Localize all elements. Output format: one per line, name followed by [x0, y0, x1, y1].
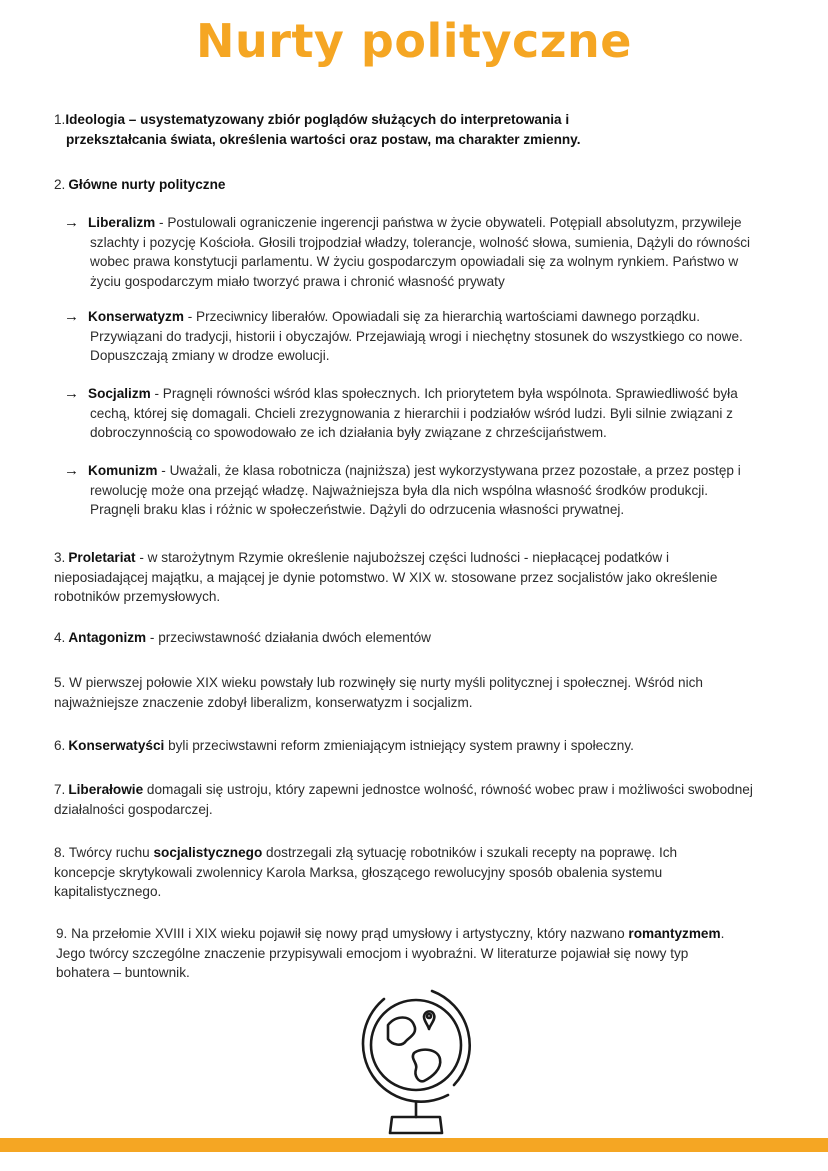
definition-line: szlachty i pozycję Kościoła. Głosili trojpodział władzy, tolerancje, wolność słowa, sumienia, Dążyli do równości: [90, 234, 751, 250]
footer-bar: [0, 1138, 828, 1152]
definition-line: rewolucję może ona przejąć władzę. Najważniejsza była dla nich wspólna własność środków produkcji.: [90, 482, 709, 498]
item-number: 3.: [54, 550, 66, 565]
item-number: 8.: [54, 845, 66, 860]
punctuation: .: [720, 926, 725, 941]
arrow-right-icon: →: [64, 308, 79, 325]
item-3: [54, 548, 794, 607]
current-konserwatyzm: [64, 307, 784, 366]
item-number: 7.: [54, 782, 66, 797]
definition-line: wobec prawa konstytucji parlamentu. W życiu gospodarczym opowiadali się za wolnym rynkiem. Państwo w: [90, 254, 739, 269]
definition-line: koncepcje skrytykowali zwolennicy Karola Marksa, głoszącego rewolucyjny sposób obalenia systemu: [54, 864, 663, 880]
definition-line: Przywiązani do tradycji, historii i obyczajów. Przejawiają wrogi i niechętny stosunek do wszystkiego co nowe.: [90, 328, 743, 344]
definition: Na przełomie XVIII i XIX wieku pojawił się nowy prąd umysłowy i artystyczny, który nazwano: [67, 926, 629, 941]
definition-line: życiu gospodarczym miało tworzyć prawa i chronić własność prywaty: [90, 273, 505, 289]
page-title: Nurty polityczne: [196, 14, 632, 68]
section-heading: Główne nurty polityczne: [68, 177, 226, 192]
definition: dostrzegali złą sytuację robotników i szukali recepty na poprawę. Ich: [262, 845, 678, 860]
definition-line: robotników przemysłowych.: [54, 589, 221, 604]
definition-line: Dopuszczają zmiany w drodze ewolucji.: [90, 348, 330, 363]
arrow-right-icon: →: [64, 462, 79, 479]
definition: byli przeciwstawni reform zmieniającym istniejący system prawny i społeczny.: [164, 738, 634, 753]
item-1-line-2: przekształcania świata, określenia wartości oraz postaw, ma charakter zmienny.: [66, 131, 581, 147]
item-number: 6.: [54, 738, 66, 753]
current-komunizm: [64, 461, 784, 520]
term: Socjalizm: [88, 386, 151, 401]
item-8: [54, 843, 794, 902]
definition: - przeciwstawność działania dwóch elementów: [146, 630, 431, 645]
term: Konserwatyści: [68, 738, 165, 753]
definition-line: dobroczynnością co spowodowało ze ich działania były związane z chrześcijaństwem.: [90, 425, 607, 440]
definition-prefix: Twórcy ruchu: [65, 845, 154, 860]
item-7: [54, 780, 804, 819]
term: Komunizm: [88, 463, 158, 478]
current-liberalizm: [64, 213, 784, 291]
arrow-right-icon: →: [64, 214, 79, 231]
item-4: [54, 628, 431, 648]
definition-line: kapitalistycznego.: [54, 884, 162, 899]
item-1-line-1: Ideologia – usystematyzowany zbiór poglądów służących do interpretowania i: [65, 112, 570, 127]
definition-line: Pragnęli braku klas i różnic w społeczeństwie. Dążyli do odrzucenia własności prywatnej.: [90, 502, 625, 517]
term: Liberałowie: [68, 782, 144, 797]
definition-line: nieposiadającej majątku, a mającej je dynie potomstwo. W XIX w. stosowane przez socjalistów jako określenie: [54, 569, 718, 585]
definition-line: Jego twórcy szczególne znaczenie przypisywali emocjom i wyobraźni. W literaturze pojawiał się nowy typ: [56, 945, 689, 961]
item-1: [54, 110, 581, 149]
item-number: 1.: [54, 112, 66, 127]
item-number: 9.: [56, 926, 68, 941]
term: Proletariat: [68, 550, 136, 565]
item-number: 2.: [54, 177, 66, 192]
term: romantyzmem: [628, 926, 721, 941]
definition-line: bohatera – buntownik.: [56, 965, 190, 980]
definition: - Przeciwnicy liberałów. Opowiadali się za hierarchią wartościami dawnego porządku.: [183, 309, 700, 324]
arrow-right-icon: →: [64, 385, 79, 402]
term: Konserwatyzm: [88, 309, 184, 324]
definition: - Uważali, że klasa robotnicza (najniższa) jest wykorzystywana przez pozostałe, a przez postęp i: [157, 463, 741, 478]
item-5: [54, 673, 794, 712]
definition: - Pragnęli równości wśród klas społecznych. Ich priorytetem była wspólnota. Sprawiedliwość była: [150, 386, 738, 401]
definition-line: działalności gospodarczej.: [54, 801, 213, 817]
item-2: [54, 175, 225, 195]
item-9: [56, 924, 796, 983]
definition: W pierwszej połowie XIX wieku powstały lub rozwinęły się nurty myśli politycznej i społecznej. Wśród nich: [65, 675, 703, 690]
current-socjalizm: [64, 384, 784, 443]
term: Liberalizm: [88, 215, 156, 230]
definition: - Postulowali ograniczenie ingerencji państwa w życie obywateli. Potępiall absolutyzm, przywileje: [155, 215, 742, 230]
globe-icon: [358, 985, 474, 1137]
item-6: [54, 736, 634, 756]
item-number: 4.: [54, 630, 66, 645]
definition: - w starożytnym Rzymie określenie najuboższej części ludności - niepłacącej podatków i: [135, 550, 669, 565]
definition-line: najważniejsze znaczenie zdobył liberalizm, konserwatyzm i socjalizm.: [54, 694, 473, 710]
term: Antagonizm: [68, 630, 147, 645]
item-number: 5.: [54, 675, 66, 690]
term: socjalistycznego: [153, 845, 263, 860]
definition: domagali się ustroju, który zapewni jednostce wolność, równość wobec praw i możliwości swobodnej: [143, 782, 753, 797]
definition-line: cechą, której się domagali. Chcieli zrezygnowania z hierarchii i podziałów wśród ludzi. Byli silnie związani z: [90, 405, 733, 421]
